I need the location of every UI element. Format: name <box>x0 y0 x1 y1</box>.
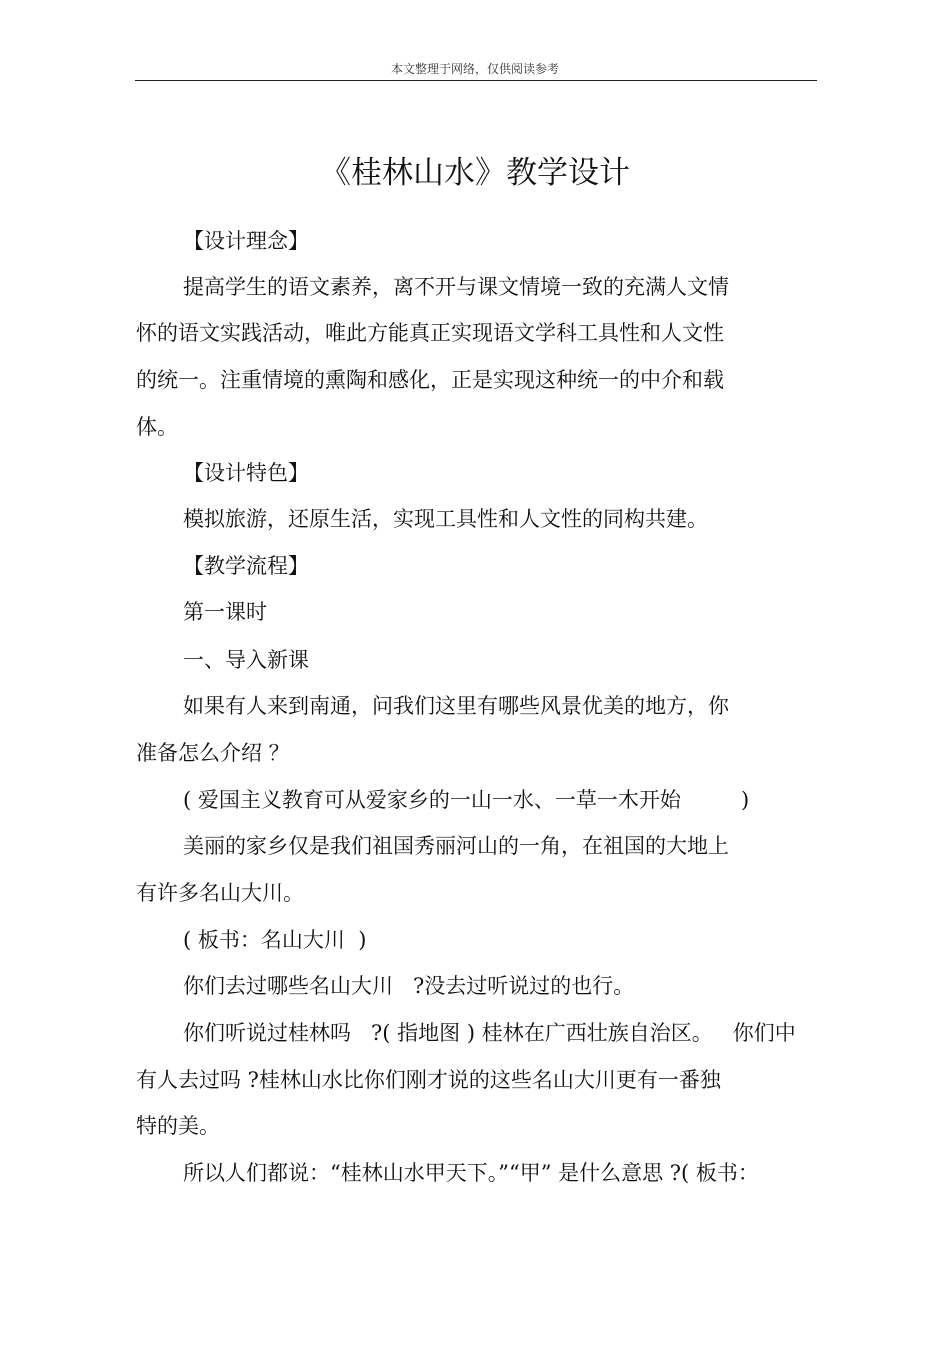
paragraph-line: 怀的语文实践活动，唯此方能真正实现语文学科工具性和人文性 <box>136 321 724 345</box>
lesson-heading: 第一课时 <box>183 600 267 624</box>
paragraph-line: ( 板书：名山大川 ) <box>183 928 367 952</box>
paragraph-line: 的统一。注重情境的熏陶和感化，正是实现这种统一的中介和载 <box>136 368 724 392</box>
section-heading-design-features: 【设计特色】 <box>183 461 309 485</box>
paragraph-line: 准备怎么介绍 ？ <box>136 741 290 765</box>
paragraph-line: 模拟旅游，还原生活，实现工具性和人文性的同构共建。 <box>183 507 708 531</box>
page-header-note: 本文整理于网络，仅供阅读参考 <box>390 62 559 76</box>
paragraph-line: 你们去过哪些名山大川 ?没去过听说过的也行。 <box>183 974 635 998</box>
subsection-heading: 一、导入新课 <box>183 648 309 672</box>
document-title: 《桂林山水》教学设计 <box>320 155 630 191</box>
paragraph-line: ( 爱国主义教育可从爱家乡的一山一水、一草一木开始 ) <box>183 788 750 812</box>
paragraph-line: 提高学生的语文素养，离不开与课文情境一致的充满人文情 <box>183 275 729 299</box>
paragraph-line: 你们听说过桂林吗 ?( 指地图 ) 桂林在广西壮族自治区。 你们中 <box>183 1021 796 1045</box>
section-heading-teaching-process: 【教学流程】 <box>183 554 309 578</box>
header-divider <box>135 80 817 81</box>
paragraph-line: 有许多名山大川。 <box>136 881 304 905</box>
paragraph-line: 特的美。 <box>136 1114 220 1138</box>
section-heading-design-concept: 【设计理念】 <box>183 229 309 253</box>
paragraph-line: 有人去过吗 ?桂林山水比你们刚才说的这些名山大川更有一番独 <box>136 1068 721 1092</box>
paragraph-line: 所以人们都说：“桂林山水甲天下。”“甲” 是什么意思 ?( 板书： <box>183 1161 759 1185</box>
paragraph-line: 如果有人来到南通，问我们这里有哪些风景优美的地方，你 <box>183 694 729 718</box>
paragraph-line: 美丽的家乡仅是我们祖国秀丽河山的一角，在祖国的大地上 <box>183 834 729 858</box>
paragraph-line: 体。 <box>136 415 178 439</box>
